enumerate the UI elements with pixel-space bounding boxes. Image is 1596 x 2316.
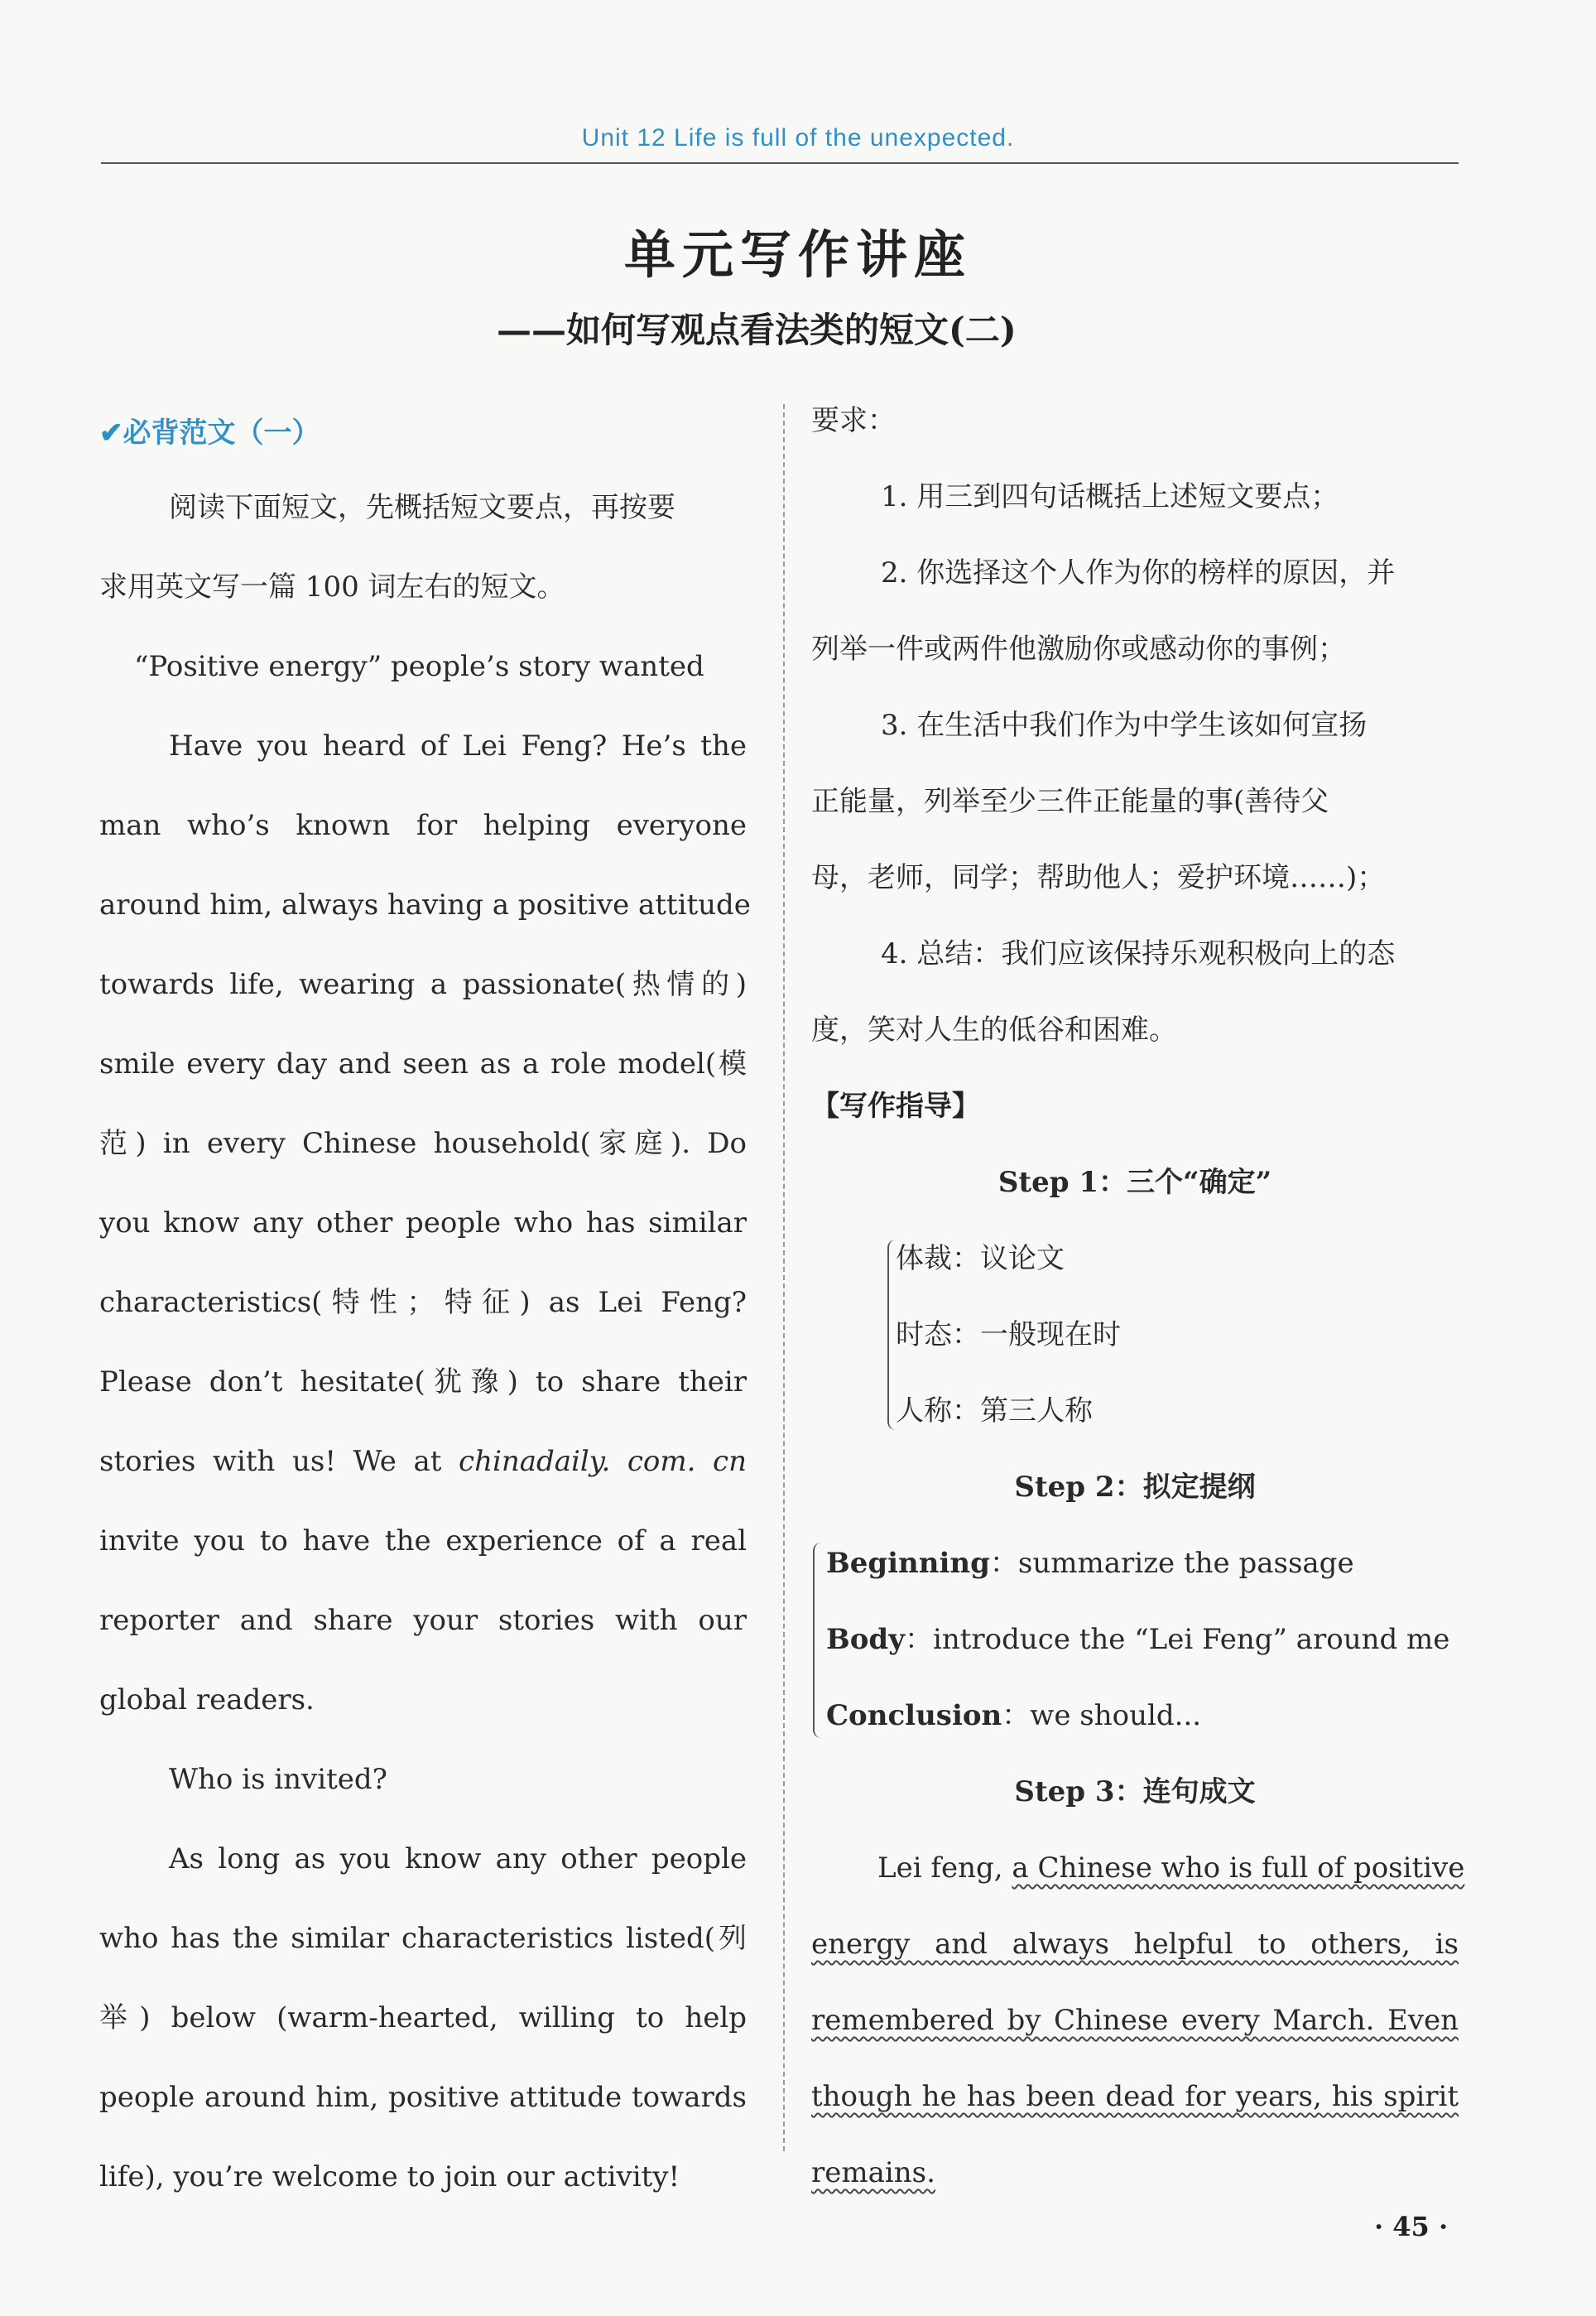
header-rule <box>101 162 1459 164</box>
requirement-line: 母，老师，同学；帮助他人；爱护环境……)； <box>811 861 1386 894</box>
essay-line: energy and always helpful to others, is <box>811 1928 1459 1961</box>
step-1-item: 人称：第三人称 <box>896 1394 1093 1428</box>
page-subtitle: ——如何写观点看法类的短文(二) <box>497 310 1017 350</box>
passage-title: “Positive energy” people’s story wanted <box>134 650 704 683</box>
column-divider <box>783 404 785 2151</box>
passage-line: reporter and share your stories with our <box>99 1604 747 1637</box>
passage-line: life), you’re welcome to join our activity! <box>99 2160 680 2193</box>
step-1-item: 体裁：议论文 <box>896 1242 1065 1275</box>
section-heading: ✔必背范文（一） <box>99 416 320 450</box>
passage-line: who has the similar characteristics listed(列 <box>99 1922 747 1955</box>
essay-line: remembered by Chinese every March. Even <box>811 2004 1459 2037</box>
page-title: 单元写作讲座 <box>623 224 972 285</box>
passage-line: man who’s known for helping everyone <box>99 809 747 842</box>
writing-guide-heading: 【写作指导】 <box>811 1090 980 1123</box>
requirement-line: 列举一件或两件他激励你或感动你的事例； <box>811 633 1346 666</box>
essay-line: remains. <box>811 2156 935 2189</box>
passage-line: people around him, positive attitude towards <box>99 2081 747 2114</box>
website-name: chinadaily. com. cn <box>459 1445 747 1478</box>
requirement-line: 度，笑对人生的低谷和困难。 <box>811 1014 1177 1047</box>
passage-line: 范) in every Chinese household(家庭). Do <box>99 1127 747 1160</box>
requirement-line: 正能量，列举至少三件正能量的事(善待父 <box>811 785 1329 818</box>
requirement-line: 4. 总结：我们应该保持乐观积极向上的态 <box>881 937 1396 970</box>
step-1-heading: Step 1：三个“确定” <box>997 1166 1272 1199</box>
essay-line: though he has been dead for years, his spirit <box>811 2080 1459 2113</box>
passage-line: As long as you know any other people <box>169 1842 747 1875</box>
requirement-line: 3. 在生活中我们作为中学生该如何宣扬 <box>881 709 1368 742</box>
check-icon: ✔ <box>99 416 123 450</box>
essay-line: Lei feng, a Chinese who is full of positive <box>877 1851 1465 1885</box>
passage-line: global readers. <box>99 1683 315 1717</box>
page-number: · 45 · <box>1374 2211 1449 2242</box>
intro-line: 阅读下面短文，先概括短文要点，再按要 <box>169 491 675 524</box>
passage-line: around him, always having a positive attitude <box>99 888 751 922</box>
outline-item: Conclusion：we should... <box>826 1699 1202 1732</box>
requirements-heading: 要求： <box>811 404 896 437</box>
requirement-line: 1. 用三到四句话概括上述短文要点； <box>881 480 1339 513</box>
passage-line: Please don’t hesitate(犹豫) to share their <box>99 1365 747 1399</box>
step-1-item: 时态：一般现在时 <box>896 1318 1121 1351</box>
intro-line: 求用英文写一篇 100 词左右的短文。 <box>99 571 565 604</box>
passage-line: invite you to have the experience of a real <box>99 1524 747 1558</box>
step-3-heading: Step 3：连句成文 <box>1014 1775 1256 1808</box>
passage-line: 举) below (warm-hearted, willing to help <box>99 2001 747 2034</box>
passage-line: stories with us! We at chinadaily. com. cn <box>99 1445 747 1478</box>
running-head: Unit 12 Life is full of the unexpected. <box>581 124 1015 152</box>
passage-question: Who is invited? <box>169 1763 387 1796</box>
passage-line: towards life, wearing a passionate(热情的) <box>99 968 747 1001</box>
passage-line: smile every day and seen as a role model(模 <box>99 1047 747 1081</box>
passage-line: characteristics(特性；特征) as Lei Feng? <box>99 1286 747 1319</box>
step-2-heading: Step 2：拟定提纲 <box>1014 1471 1256 1504</box>
passage-line: Have you heard of Lei Feng? He’s the <box>169 729 747 763</box>
outline-item: Beginning：summarize the passage <box>826 1547 1354 1580</box>
outline-item: Body：introduce the “Lei Feng” around me <box>826 1623 1450 1656</box>
requirement-line: 2. 你选择这个人作为你的榜样的原因，并 <box>881 556 1396 590</box>
step-2-brace <box>813 1543 826 1738</box>
passage-line: you know any other people who has similar <box>99 1206 747 1240</box>
